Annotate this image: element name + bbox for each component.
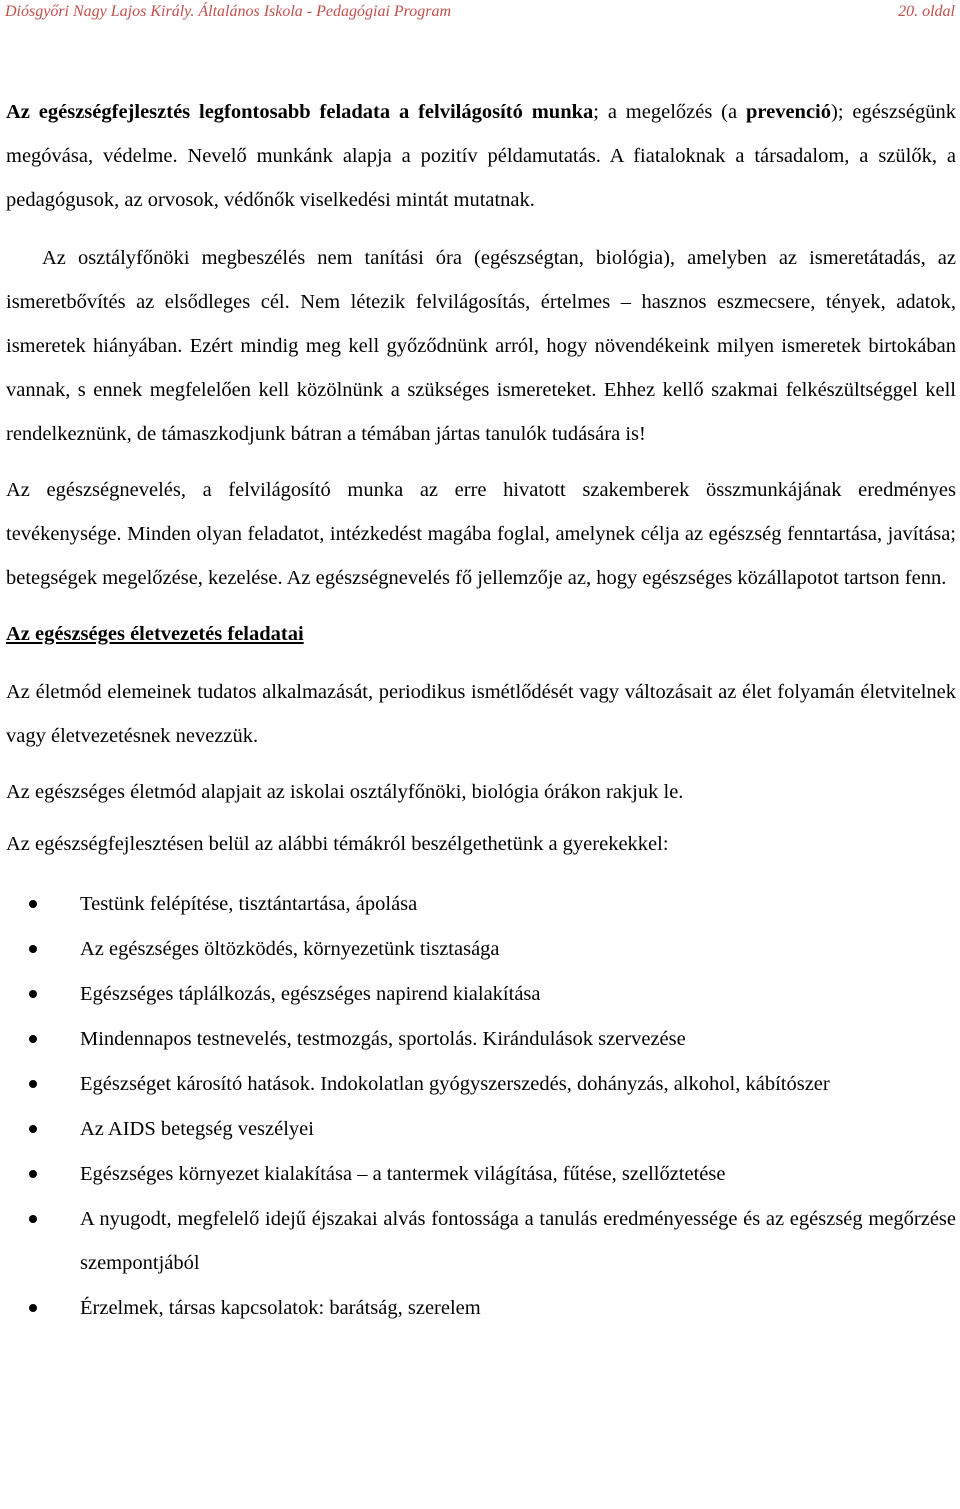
list-item: Egészséges környezet kialakítása – a tantermek világítása, fűtése, szellőztetése [6, 1152, 956, 1196]
list-item: Mindennapos testnevelés, testmozgás, sportolás. Kirándulások szervezése [6, 1017, 956, 1061]
paragraph-lifestyle: Az életmód elemeinek tudatos alkalmazását, periodikus ismétlődését vagy változásait az élet folyamán életvitelnek vagy életvezetésnek nevezzük. [6, 681, 956, 747]
list-item: Testünk felépítése, tisztántartása, ápolása [6, 882, 956, 926]
document-body [6, 90, 956, 1331]
section-heading: Az egészséges életvezetés feladatai [6, 623, 304, 645]
topics-list [6, 882, 956, 1330]
text-run: ); egészségünk megóvása, védelme. Nevelő munkánk alapja a pozitív példamutatás. A fiataloknak a társadalom, a szülők, a pedagógusok, az orvosok, védőnők viselkedési mintát mutatnak. [6, 101, 957, 211]
paragraph-class-discussion: Az osztályfőnöki megbeszélés nem tanítási óra (egészségtan, biológia), amelyben az ismeretátadás, az ismeretbővítés az elsődleges cél. Nem létezik felvilágosítás, értelmes – hasznos eszmecsere, tények, adatok, ismeretek hiányában. Ezért mindig meg kell győződnünk arról, hogy növendékeink milyen ismeretek birtokában vannak, s ennek megfelelően kell közölnünk a szükséges ismereteket. Ehhez kellő szakmai felkészültséggel kell rendelkeznünk, de támaszkodjunk bátran a témában jártas tanulók tudására is! [6, 247, 956, 445]
paragraph-topics-intro: Az egészségfejlesztésen belül az alábbi témákról beszélgethetünk a gyerekekkel: [6, 833, 669, 855]
paragraph-health-education: Az egészségnevelés, a felvilágosító munka az erre hivatott szakemberek összmunkájának eredményes tevékenysége. Minden olyan feladatot, intézkedést magába foglal, amelynek célja az egészség fenntartása, javítása; betegségek megelőzése, kezelése. Az egészségnevelés fő jellemzője az, hogy egészséges közállapotot tartson fenn. [6, 479, 956, 589]
text-run: ; a megelőzés (a [593, 101, 746, 123]
list-item: Egészséget károsító hatások. Indokolatlan gyógyszerszedés, dohányzás, alkohol, kábítószer [6, 1062, 956, 1106]
paragraph-health-promotion [6, 90, 956, 222]
page-number: 20. oldal [898, 3, 955, 20]
list-item: Az egészséges öltözködés, környezetünk tisztasága [6, 927, 956, 971]
list-item: Érzelmek, társas kapcsolatok: barátság, szerelem [6, 1286, 956, 1330]
bold-phrase: prevenció [745, 101, 832, 123]
list-item: Egészséges táplálkozás, egészséges napirend kialakítása [6, 972, 956, 1016]
page-header [5, 2, 955, 46]
list-item: A nyugodt, megfelelő idejű éjszakai alvás fontossága a tanulás eredményessége és az egészség megőrzése szempontjából [6, 1197, 956, 1285]
list-item: Az AIDS betegség veszélyei [6, 1107, 956, 1151]
header-title: Diósgyőri Nagy Lajos Király. Általános Iskola - Pedagógiai Program [5, 3, 452, 20]
paragraph-foundations: Az egészséges életmód alapjait az iskolai osztályfőnöki, biológia órákon rakjuk le. [6, 781, 684, 803]
bold-phrase: Az egészségfejlesztés legfontosabb feladata a felvilágosító munka [6, 101, 594, 123]
